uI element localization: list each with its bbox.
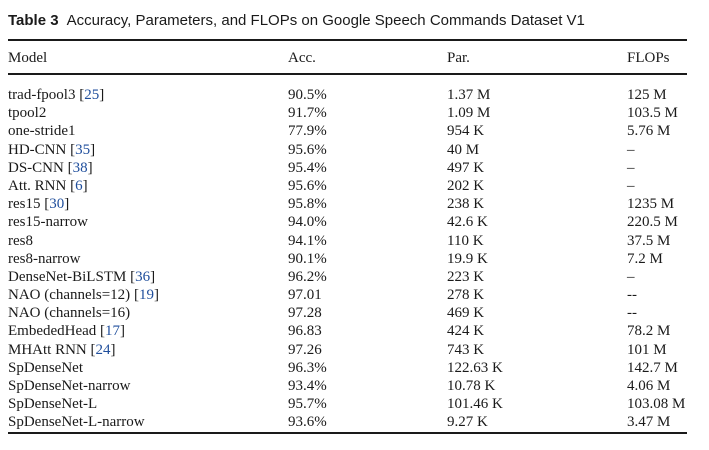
model-name: HD-CNN (8, 141, 67, 158)
cell-flops: – (627, 141, 635, 158)
cell-acc: 90.1% (288, 250, 327, 267)
cell-flops: – (627, 159, 635, 176)
model-name: MHAtt RNN (8, 341, 87, 358)
cell-flops: 125 M (627, 87, 667, 103)
table-row (0, 341, 709, 359)
citation-link[interactable]: 36 (135, 268, 151, 285)
table-row (0, 268, 709, 286)
model-name: SpDenseNet-L-narrow (8, 414, 145, 431)
cell-model (8, 377, 130, 395)
citation-link[interactable]: 6 (75, 177, 83, 194)
citation-link[interactable]: 25 (84, 87, 100, 103)
cell-model (8, 359, 83, 377)
citation-link[interactable]: 19 (138, 287, 154, 304)
cell-flops: 103.08 M (627, 396, 686, 413)
cell-model (8, 413, 145, 431)
table-row (0, 141, 709, 159)
cell-model (8, 122, 75, 140)
cell-acc: 96.2% (288, 268, 327, 285)
model-name: DenseNet-BiLSTM (8, 268, 127, 285)
cell-acc: 96.3% (288, 359, 327, 376)
header-acc: Acc. (288, 50, 316, 66)
cell-par: 40 M (447, 141, 480, 158)
citation-link[interactable]: 30 (49, 196, 65, 213)
citation-link[interactable]: 24 (95, 341, 111, 358)
cell-model (8, 232, 33, 250)
cell-par: 10.78 K (447, 378, 496, 394)
table-caption (8, 12, 585, 29)
cell-flops: 3.47 M (627, 414, 671, 431)
header-model: Model (8, 50, 48, 66)
model-name: SpDenseNet (8, 359, 83, 376)
table-row (0, 159, 709, 177)
header-par: Par. (447, 50, 470, 66)
cell-model: trad-fpool3 [25] (8, 87, 105, 103)
cell-par: 42.6 K (447, 214, 488, 231)
table-row (0, 86, 709, 104)
cell-par: 223 K (447, 268, 485, 285)
cell-flops: 1235 M (627, 196, 675, 213)
cell-model: EmbededHead [17] (8, 323, 126, 340)
cell-acc: 90.5% (288, 87, 327, 103)
model-name: NAO (channels=12) (8, 287, 131, 304)
cell-flops: 4.06 M (627, 378, 671, 394)
cell-flops: – (627, 177, 635, 194)
cell-par: 497 K (447, 159, 485, 176)
cell-par: 1.09 M (447, 105, 491, 122)
table-body (0, 86, 709, 430)
model-name: DS-CNN (8, 159, 64, 176)
cell-flops: 5.76 M (627, 123, 671, 140)
table-row (0, 232, 709, 250)
table-row (0, 304, 709, 322)
cell-model: Att. RNN [6] (8, 177, 88, 194)
model-name: res8-narrow (8, 250, 81, 267)
cell-par: 110 K (447, 232, 484, 249)
cell-par: 238 K (447, 196, 485, 213)
cell-par: 954 K (447, 123, 485, 140)
cell-par: 424 K (447, 323, 485, 340)
cell-acc: 94.0% (288, 214, 327, 231)
model-name: one-stride1 (8, 123, 76, 140)
cell-model: DenseNet-BiLSTM [36] (8, 268, 156, 285)
model-name: Att. RNN (8, 177, 67, 194)
model-name: SpDenseNet-narrow (8, 378, 131, 394)
cell-acc: 91.7% (288, 105, 327, 122)
cell-model: DS-CNN [38] (8, 159, 93, 176)
model-name: tpool2 (8, 105, 47, 122)
cell-par: 743 K (447, 341, 485, 358)
cell-flops: 7.2 M (627, 250, 663, 267)
cell-par: 469 K (447, 305, 485, 322)
bottom-rule (8, 432, 687, 434)
cell-flops: 103.5 M (627, 105, 678, 122)
table-row (0, 122, 709, 140)
table-row (0, 286, 709, 304)
table-row (0, 413, 709, 431)
cell-model (8, 213, 88, 231)
cell-flops: 37.5 M (627, 232, 671, 249)
table-title: Accuracy, Parameters, and FLOPs on Google Speech Commands Dataset V1 (66, 12, 585, 29)
cell-acc: 95.8% (288, 196, 327, 213)
cell-flops: – (627, 268, 635, 285)
table-row (0, 195, 709, 213)
cell-model (8, 304, 130, 322)
cell-flops: -- (627, 287, 637, 304)
model-name: NAO (channels=16) (8, 305, 131, 322)
cell-par: 101.46 K (447, 396, 503, 413)
cell-flops: -- (627, 305, 637, 322)
header-rule (8, 73, 687, 75)
cell-acc: 93.6% (288, 414, 327, 431)
model-name: trad-fpool3 (8, 87, 76, 103)
cell-par: 278 K (447, 287, 485, 304)
cell-acc: 93.4% (288, 378, 327, 394)
cell-par: 122.63 K (447, 359, 503, 376)
table-row (0, 250, 709, 268)
cell-acc: 96.83 (288, 323, 322, 340)
cell-model (8, 395, 97, 413)
cell-par: 1.37 M (447, 87, 491, 103)
cell-model (8, 250, 80, 268)
cell-model: MHAtt RNN [24] (8, 341, 116, 358)
cell-par: 9.27 K (447, 414, 488, 431)
cell-acc: 95.7% (288, 396, 327, 413)
citation-link[interactable]: 38 (72, 159, 88, 176)
cell-flops: 78.2 M (627, 323, 671, 340)
cell-par: 202 K (447, 177, 485, 194)
table-row (0, 377, 709, 395)
cell-acc: 95.6% (288, 177, 327, 194)
citation-link[interactable]: 17 (105, 323, 121, 340)
table-row (0, 213, 709, 231)
cell-acc: 97.01 (288, 287, 322, 304)
header-flops: FLOPs (627, 50, 670, 66)
cell-acc: 97.28 (288, 305, 322, 322)
table-number: Table 3 (8, 12, 59, 29)
cell-flops: 101 M (627, 341, 667, 358)
table-row (0, 104, 709, 122)
cell-flops: 220.5 M (627, 214, 678, 231)
cell-flops: 142.7 M (627, 359, 678, 376)
cell-acc: 97.26 (288, 341, 322, 358)
table-row (0, 177, 709, 195)
model-name: SpDenseNet-L (8, 396, 98, 413)
cell-model (8, 104, 46, 122)
cell-acc: 94.1% (288, 232, 327, 249)
model-name: res15-narrow (8, 214, 88, 231)
model-name: res8 (8, 232, 33, 249)
cell-model: res15 [30] (8, 196, 70, 213)
cell-acc: 77.9% (288, 123, 327, 140)
cell-par: 19.9 K (447, 250, 488, 267)
cell-acc: 95.6% (288, 141, 327, 158)
cell-model: HD-CNN [35] (8, 141, 96, 158)
table-row (0, 359, 709, 377)
table-row (0, 322, 709, 340)
cell-model: NAO (channels=12) [19] (8, 287, 159, 304)
citation-link[interactable]: 35 (75, 141, 91, 158)
cell-acc: 95.4% (288, 159, 327, 176)
table-row (0, 395, 709, 413)
model-name: EmbededHead (8, 323, 97, 340)
top-rule (8, 39, 687, 41)
model-name: res15 (8, 196, 41, 213)
